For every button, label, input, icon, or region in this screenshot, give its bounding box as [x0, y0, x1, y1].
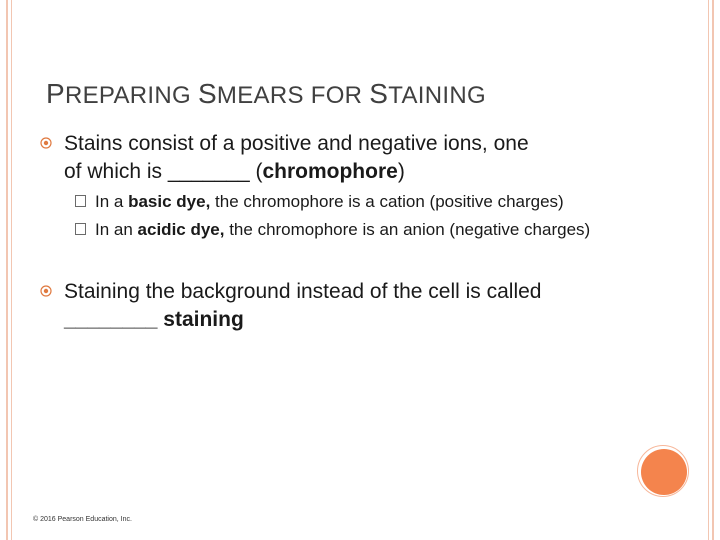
bullet-text-line2: ________ staining [64, 308, 244, 331]
bullet-item-stains [40, 130, 660, 186]
left-border-rule-inner [11, 0, 12, 540]
bullet-icon [40, 285, 52, 297]
slide-title: PREPARING SMEARS FOR STAINING [46, 78, 486, 109]
left-border-rule [6, 0, 8, 540]
subitem-basic-dye: In a basic dye, the chromophore is a cation (positive charges) [40, 190, 660, 214]
bullet-list [40, 130, 660, 334]
bullet-item-background-staining [40, 278, 660, 334]
copyright-footer: © 2016 Pearson Education, Inc. [33, 516, 132, 523]
subitem-acidic-dye: In an acidic dye, the chromophore is an anion (negative charges) [40, 218, 660, 242]
bullet-text-line1: Staining the background instead of the cell is called [64, 280, 542, 303]
bullet-text-line2: of which is _______ (chromophore) [64, 160, 405, 183]
bullet-text-line1: Stains consist of a positive and negative ions, one [64, 132, 529, 155]
checkbox-icon [75, 223, 86, 235]
decorative-circle [641, 449, 687, 495]
right-border-rule [712, 0, 714, 540]
checkbox-icon [75, 195, 86, 207]
right-border-rule-inner [708, 0, 709, 540]
bullet-icon [40, 137, 52, 149]
